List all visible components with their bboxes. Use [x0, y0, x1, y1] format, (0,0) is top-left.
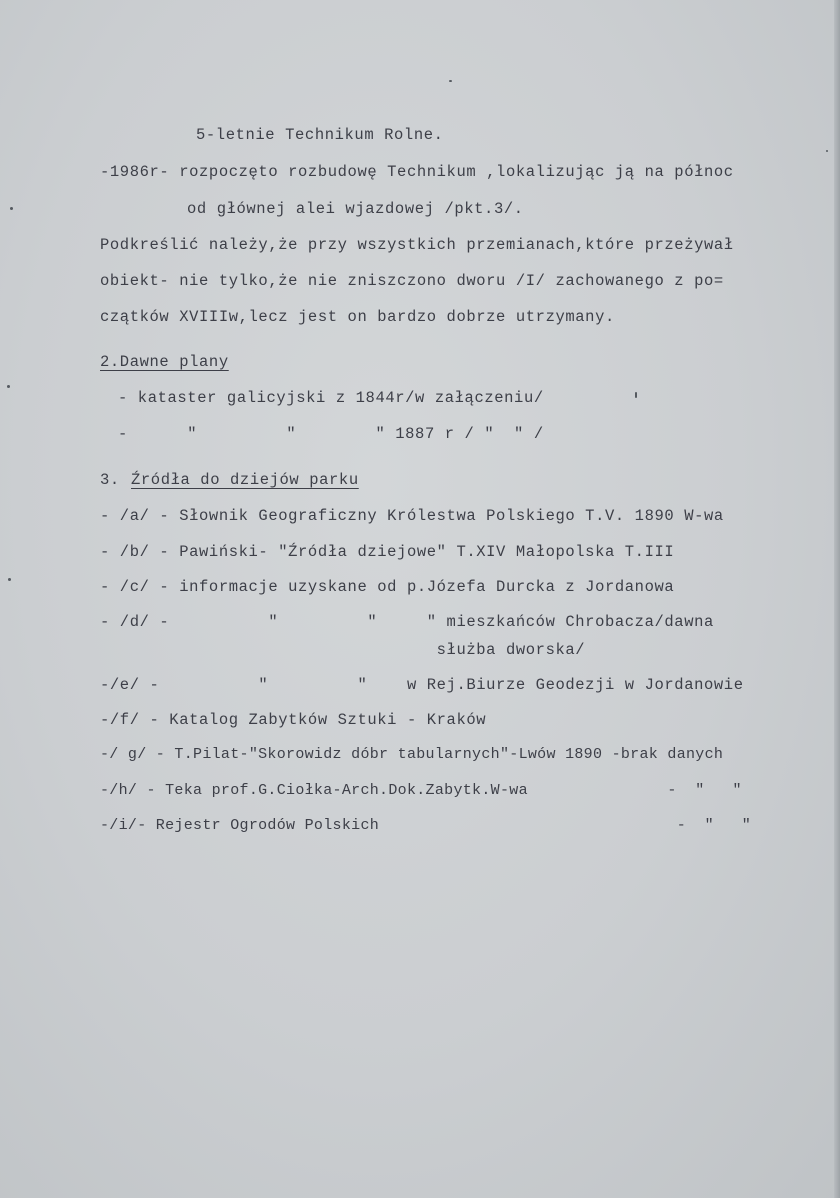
source-item-e: -/e/ - " " w Rej.Biurze Geodezji w Jordanowie — [100, 676, 744, 694]
source-item-a: - /a/ - Słownik Geograficzny Królestwa Polskiego T.V. 1890 W-wa — [100, 507, 724, 525]
section-2-heading: 2.Dawne plany — [100, 353, 229, 371]
intro-line-2: od głównej alei wjazdowej /pkt.3/. — [187, 200, 524, 218]
paper-speck — [8, 578, 11, 581]
section-2-line-1: - kataster galicyjski z 1844r/w załączeniu/ — [118, 389, 544, 407]
intro-line-3: Podkreślić należy,że przy wszystkich przemianach,które przeżywał — [100, 236, 734, 254]
section-2-line-2: - " " " 1887 r / " " / — [118, 425, 544, 443]
section-3-heading: Źródła do dziejów parku — [131, 471, 359, 489]
paper-speck — [826, 150, 828, 152]
source-item-h: -/h/ - Teka prof.G.Ciołka-Arch.Dok.Zabytk.W-wa - " " — [100, 782, 742, 799]
intro-line-4: obiekt- nie tylko,że nie zniszczono dworu /I/ zachowanego z po= — [100, 272, 724, 290]
intro-line-1: -1986r- rozpoczęto rozbudowę Technikum ,lokalizując ją na północ — [100, 163, 734, 181]
source-item-f: -/f/ - Katalog Zabytków Sztuki - Kraków — [100, 711, 487, 729]
document-title: 5-letnie Technikum Rolne. — [196, 126, 444, 144]
source-item-c: - /c/ - informacje uzyskane od p.Józefa Durcka z Jordanowa — [100, 578, 675, 596]
source-item-g: -/ g/ - T.Pilat-"Skorowidz dóbr tabularnych"-Lwów 1890 -brak danych — [100, 746, 724, 763]
source-item-i: -/i/- Rejestr Ogrodów Polskich - " " — [100, 817, 752, 834]
paper-speck — [10, 207, 13, 210]
paper-speck — [635, 392, 637, 398]
source-item-d: - /d/ - " " " mieszkańców Chrobacza/dawna — [100, 613, 714, 631]
source-item-b: - /b/ - Pawiński- "Źródła dziejowe" T.XIV Małopolska T.III — [100, 543, 675, 561]
page-edge-shadow — [834, 0, 840, 1198]
paper-speck — [7, 385, 10, 388]
section-3-number: 3. — [100, 471, 120, 489]
paper-speck — [449, 80, 452, 82]
intro-line-5: czątków XVIIIw,lecz jest on bardzo dobrze utrzymany. — [100, 308, 615, 326]
source-item-d-continued: służba dworska/ — [100, 641, 586, 659]
